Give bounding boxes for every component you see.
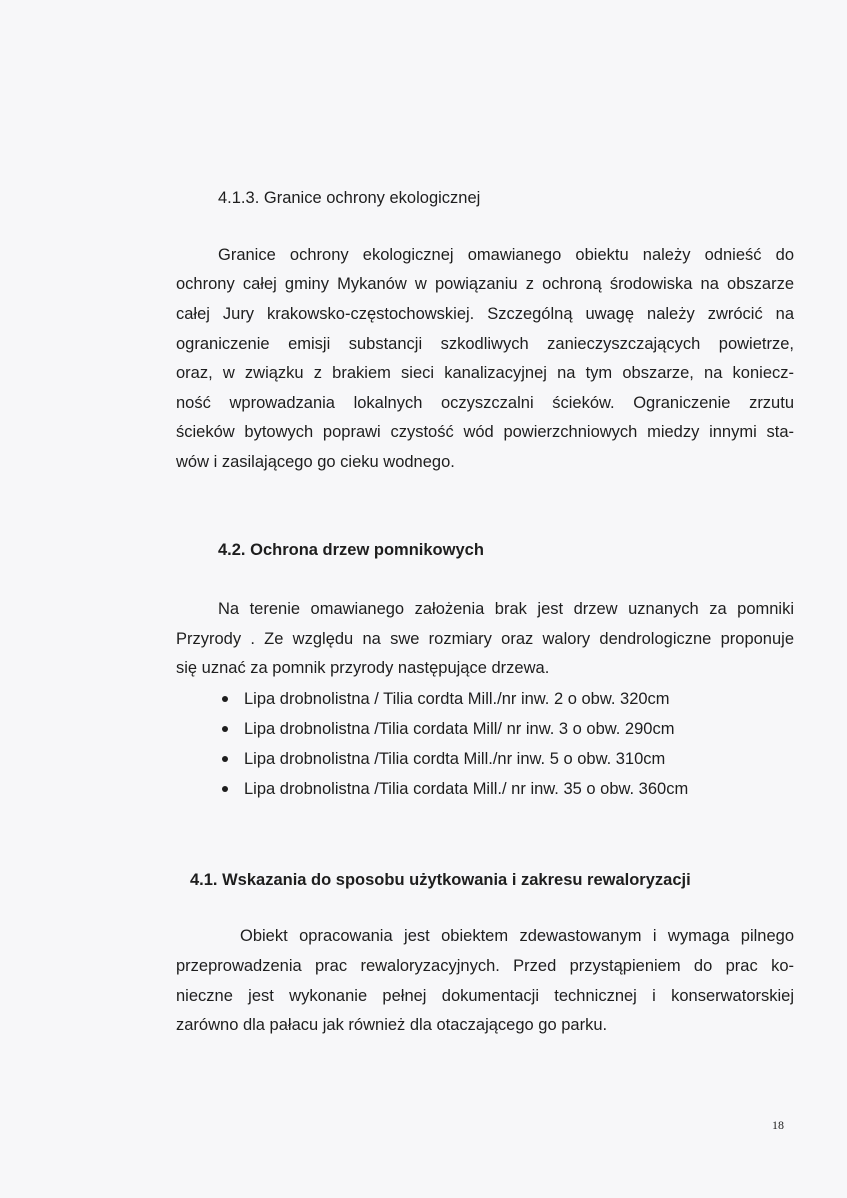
section-heading-4-1: 4.1. Wskazania do sposobu użytkowania i zakresu rewaloryzacji	[190, 871, 691, 889]
paragraph-line: ność wprowadzania lokalnych oczyszczalni ścieków. Ograniczenie zrzutu	[176, 394, 794, 412]
tree-list-item	[222, 718, 674, 740]
bullet-icon	[222, 696, 228, 702]
tree-list-item-text: Lipa drobnolistna /Tilia cordta Mill./nr inw. 5 o obw. 310cm	[244, 750, 666, 768]
bullet-icon	[222, 786, 228, 792]
paragraph-line: oraz, w związku z brakiem sieci kanalizacyjnej na tym obszarze, na koniecz-	[176, 364, 794, 382]
tree-list-item-text: Lipa drobnolistna /Tilia cordata Mill./ nr inw. 35 o obw. 360cm	[244, 780, 689, 798]
paragraph-line: całej Jury krakowsko-częstochowskiej. Szczególną uwagę należy zwrócić na	[176, 305, 794, 323]
tree-list-item-text: Lipa drobnolistna /Tilia cordata Mill/ nr inw. 3 o obw. 290cm	[244, 720, 675, 738]
paragraph-line: Granice ochrony ekologicznej omawianego obiektu należy odnieść do	[218, 246, 794, 264]
paragraph-line: przeprowadzenia prac rewaloryzacyjnych. Przed przystąpieniem do prac ko-	[176, 957, 794, 975]
page-number: 18	[772, 1118, 784, 1132]
paragraph-line: się uznać za pomnik przyrody następujące drzewa.	[176, 659, 550, 677]
paragraph-line: Przyrody . Ze względu na swe rozmiary oraz walory dendrologiczne proponuje	[176, 630, 794, 648]
bullet-icon	[222, 756, 228, 762]
tree-list-item	[222, 688, 670, 710]
paragraph-line: ścieków bytowych poprawi czystość wód powierzchniowych miedzy innymi sta-	[176, 423, 794, 441]
section-heading-4-2: 4.2. Ochrona drzew pomnikowych	[218, 541, 484, 559]
paragraph-line: nieczne jest wykonanie pełnej dokumentacji technicznej i konserwatorskiej	[176, 987, 794, 1005]
paragraph-line: zarówno dla pałacu jak również dla otaczającego go parku.	[176, 1016, 608, 1034]
tree-list-item	[222, 748, 665, 770]
section-heading-4-1-3: 4.1.3. Granice ochrony ekologicznej	[218, 189, 481, 207]
paragraph-line: Obiekt opracowania jest obiektem zdewastowanym i wymaga pilnego	[240, 927, 794, 945]
paragraph-line: ograniczenie emisji substancji szkodliwych zanieczyszczających powietrze,	[176, 335, 794, 353]
tree-list-item-text: Lipa drobnolistna / Tilia cordta Mill./nr inw. 2 o obw. 320cm	[244, 690, 670, 708]
paragraph-line: wów i zasilającego go cieku wodnego.	[176, 453, 455, 471]
paragraph-line: ochrony całej gminy Mykanów w powiązaniu z ochroną środowiska na obszarze	[176, 275, 794, 293]
paragraph-line: Na terenie omawianego założenia brak jest drzew uznanych za pomniki	[218, 600, 794, 618]
bullet-icon	[222, 726, 228, 732]
tree-list-item	[222, 778, 688, 800]
